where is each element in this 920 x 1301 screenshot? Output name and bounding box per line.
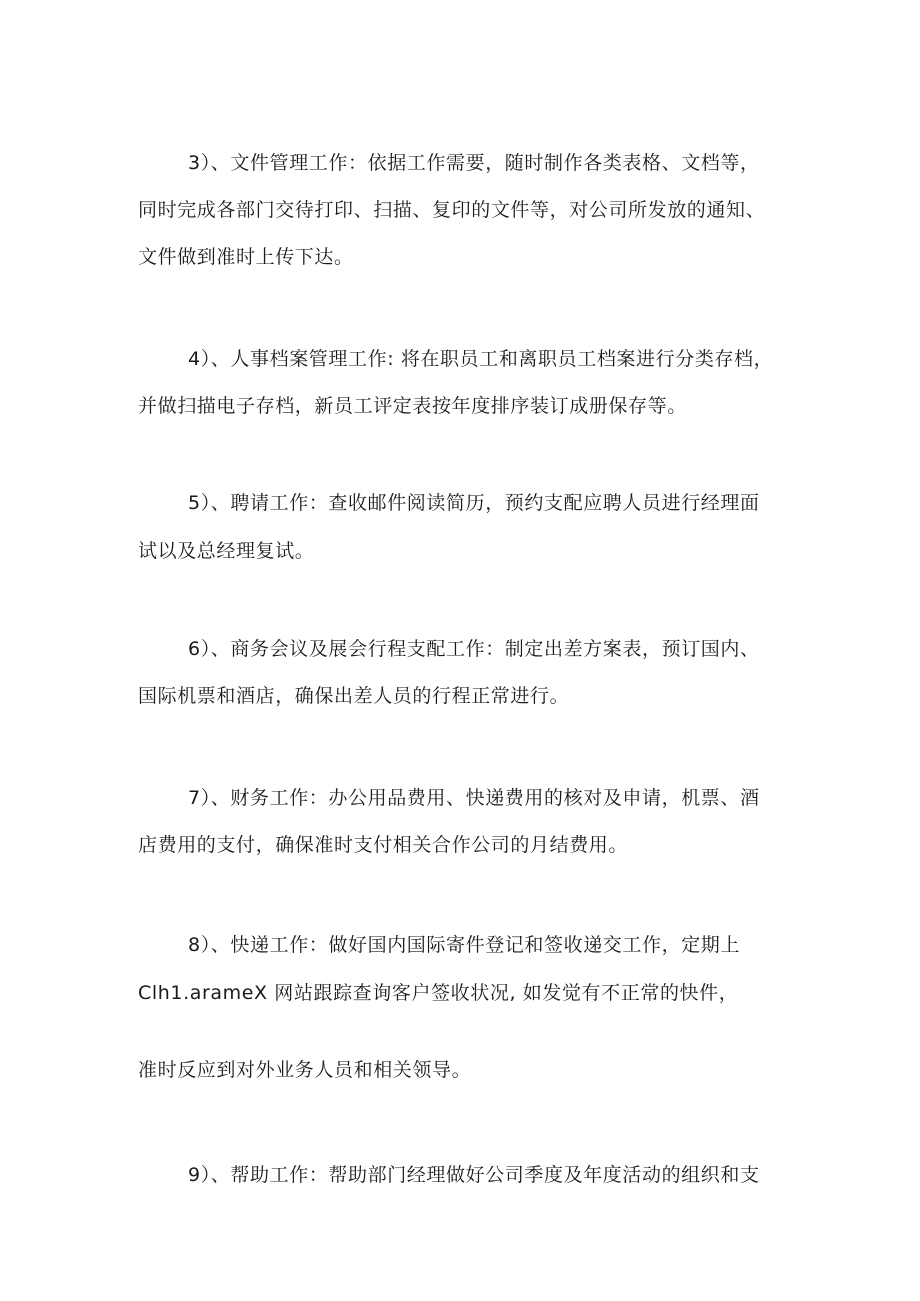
paragraph-7-line-2: 店费用的支付，确保准时支付相关合作公司的月结费用。	[138, 834, 629, 856]
paragraph-8-line-2: Clh1.arameX 网站跟踪查询客户签收状况, 如发觉有不正常的快件，	[138, 982, 739, 1004]
paragraph-7-line-1: 7）、财务工作：办公用品费用、快递费用的核对及申请，机票、酒	[188, 787, 760, 809]
paragraph-4-line-1: 4）、人事档案管理工作: 将在职员工和离职员工档案进行分类存档，	[188, 348, 774, 370]
paragraph-6-line-2: 国际机票和酒店，确保出差人员的行程正常进行。	[138, 685, 570, 707]
paragraph-5-line-2: 试以及总经理复试。	[138, 540, 315, 562]
paragraph-3-line-1: 3）、文件管理工作：依据工作需要，随时制作各类表格、文档等，	[188, 152, 760, 174]
paragraph-3-line-3: 文件做到准时上传下达。	[138, 246, 354, 268]
paragraph-3-line-2: 同时完成各部门交待打印、扫描、复印的文件等，对公司所发放的通知、	[138, 199, 766, 221]
paragraph-8-line-1: 8）、快递工作：做好国内国际寄件登记和签收递交工作，定期上	[188, 934, 740, 956]
paragraph-4-line-2: 并做扫描电子存档，新员工评定表按年度排序装订成册保存等。	[138, 395, 687, 417]
paragraph-9-line-1: 9）、帮助工作：帮助部门经理做好公司季度及年度活动的组织和支	[188, 1164, 760, 1186]
paragraph-8-line-3: 准时反应到对外业务人员和相关领导。	[138, 1059, 472, 1081]
paragraph-5-line-1: 5）、聘请工作：查收邮件阅读简历，预约支配应聘人员进行经理面	[188, 492, 760, 514]
paragraph-6-line-1: 6）、商务会议及展会行程支配工作：制定出差方案表，预订国内、	[188, 638, 760, 660]
